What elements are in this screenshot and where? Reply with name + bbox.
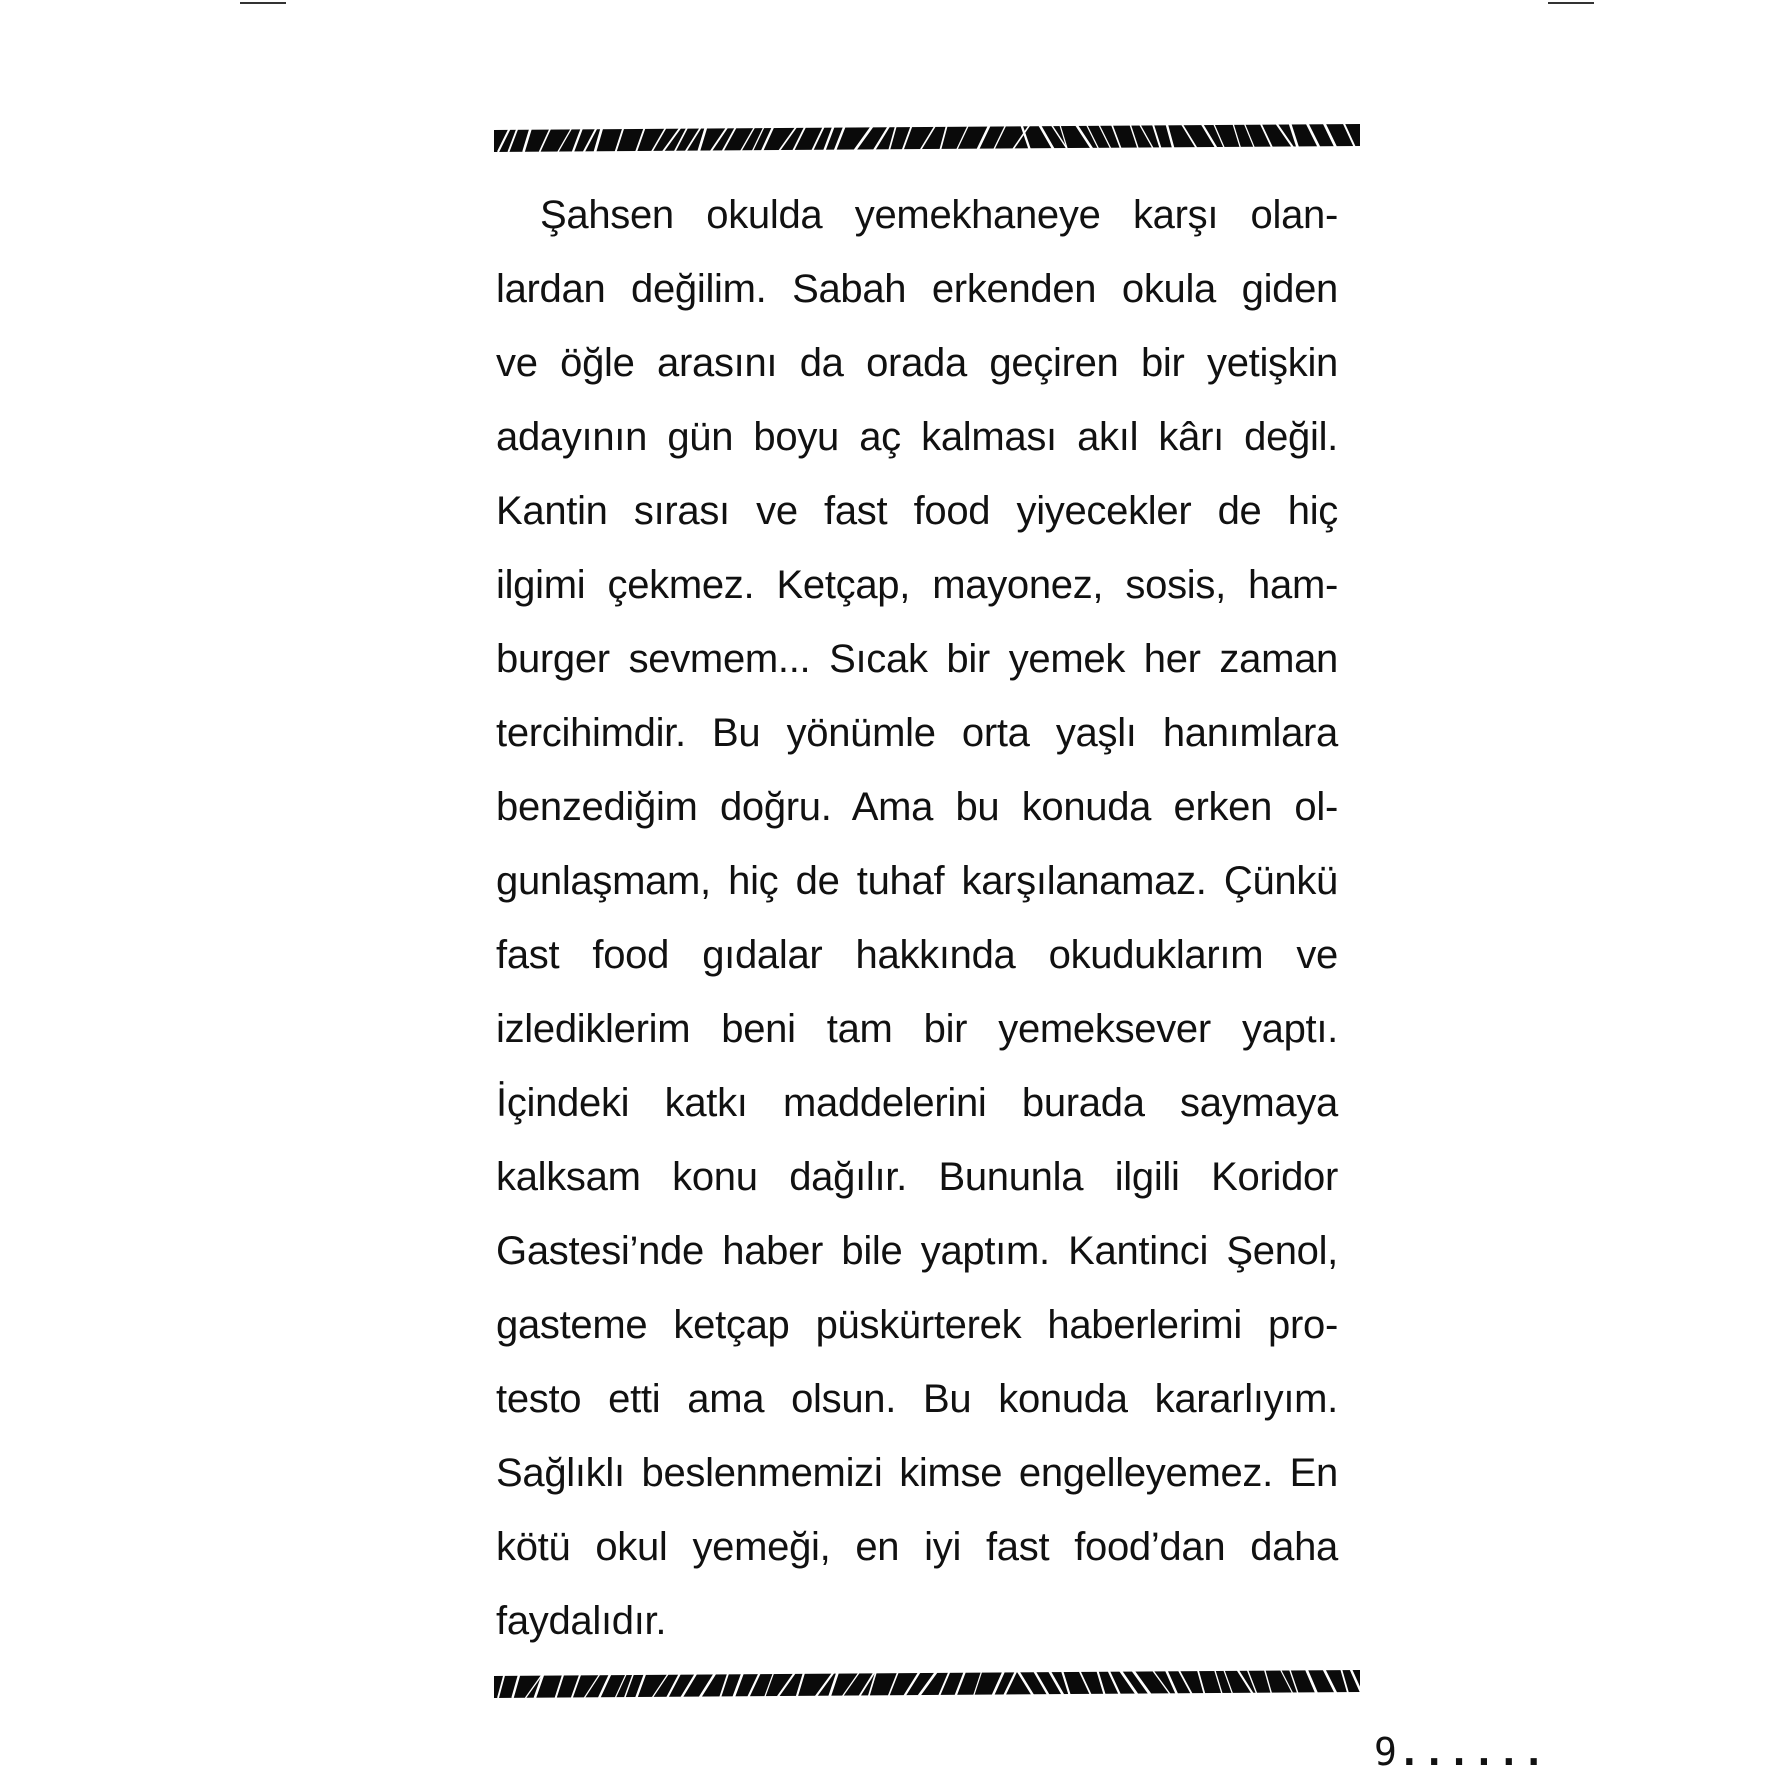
top-decorative-divider — [494, 122, 1360, 152]
text-line: Sağlıklı beslenmemizi kimse engelleyemez. En — [496, 1451, 1338, 1495]
crop-mark-left — [240, 2, 286, 4]
text-line: Gastesi’nde haber bile yaptım. Kantinci Şenol, — [496, 1229, 1338, 1273]
text-line: İçindeki katkı maddelerini burada saymaya — [496, 1081, 1338, 1125]
text-line: ve öğle arasını da orada geçiren bir yetişkin — [496, 341, 1338, 385]
text-line: testo etti ama olsun. Bu konuda kararlıyım. — [496, 1377, 1338, 1421]
body-text — [496, 183, 1338, 1663]
rope-stripe-divider-icon — [494, 1668, 1360, 1698]
page-number — [1374, 1728, 1547, 1776]
text-line: kötü okul yemeği, en iyi fast food’dan daha — [496, 1525, 1338, 1569]
text-line: izlediklerim beni tam bir yemeksever yaptı. — [496, 1007, 1338, 1051]
text-line: burger sevmem... Sıcak bir yemek her zaman — [496, 637, 1338, 681]
text-line: benzediğim doğru. Ama bu konuda erken ol- — [496, 785, 1338, 829]
text-line: kalksam konu dağılır. Bununla ilgili Koridor — [496, 1155, 1338, 1199]
text-line: lardan değilim. Sabah erkenden okula giden — [496, 267, 1338, 311]
text-line: gunlaşmam, hiç de tuhaf karşılanamaz. Çünkü — [496, 859, 1338, 903]
text-line: tercihimdir. Bu yönümle orta yaşlı hanımlara — [496, 711, 1338, 755]
text-line: Kantin sırası ve fast food yiyecekler de hiç — [496, 489, 1338, 533]
page-number-leader: ...... — [1397, 1730, 1548, 1774]
text-line: ilgimi çekmez. Ketçap, mayonez, sosis, ham- — [496, 563, 1338, 607]
text-line: Şahsen okulda yemekhaneye karşı olan- — [540, 193, 1338, 237]
rope-stripe-divider-icon — [494, 122, 1360, 152]
text-line: gasteme ketçap püskürterek haberlerimi pro- — [496, 1303, 1338, 1347]
text-line: faydalıdır. — [496, 1599, 667, 1643]
text-line: fast food gıdalar hakkında okuduklarım ve — [496, 933, 1338, 977]
crop-mark-right — [1548, 2, 1594, 4]
text-line: adayının gün boyu aç kalması akıl kârı değil. — [496, 415, 1338, 459]
page-number-value: 9 — [1374, 1730, 1398, 1774]
bottom-decorative-divider — [494, 1668, 1360, 1698]
